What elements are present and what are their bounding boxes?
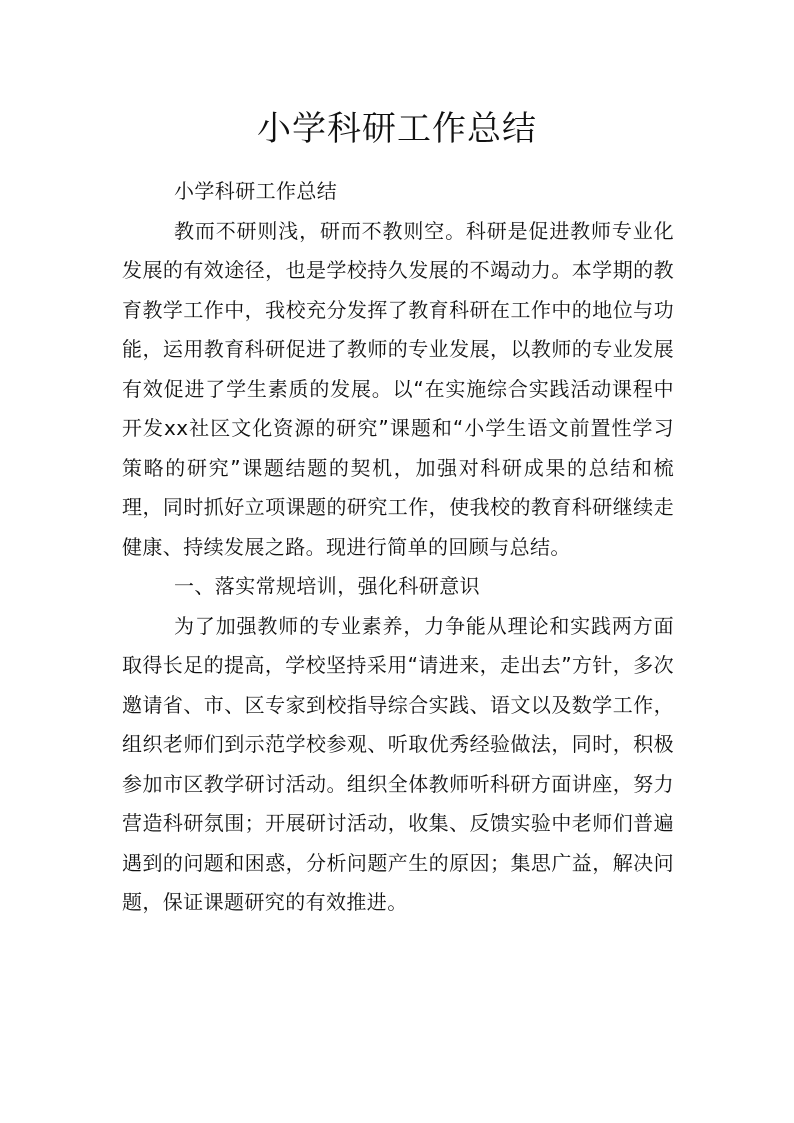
intro-paragraph: 教而不研则浅，研而不教则空。科研是促进教师专业化发展的有效途径，也是学校持久发展的不竭动力。本学期的教育教学工作中，我校充分发挥了教育科研在工作中的地位与功能，运用教育科研促进了教师的专业发展，以教师的专业发展有效促进了学生素质的发展。以“在实施综合实践活动课程中开发xx社区文化资源的研究”课题和“小学生语文前置性学习策略的研究”课题结题的契机，加强对科研成果的总结和梳理，同时抓好立项课题的研究工作，使我校的教育科研继续走健康、持续发展之路。现进行简单的回顾与总结。 bbox=[122, 218, 674, 559]
subtitle-paragraph: 小学科研工作总结 bbox=[174, 179, 338, 203]
section-heading: 一、落实常规培训，强化科研意识 bbox=[174, 574, 480, 598]
document-title: 小学科研工作总结 bbox=[257, 109, 537, 149]
document-body bbox=[122, 172, 674, 923]
section-paragraph: 为了加强教师的专业素养，力争能从理论和实践两方面取得长足的提高，学校坚持采用“请进来，走出去”方针，多次邀请省、市、区专家到校指导综合实践、语文以及数学工作，组织老师们到示范学校参观、听取优秀经验做法，同时，积极参加市区教学研讨活动。组织全体教师听科研方面讲座，努力营造科研氛围；开展研讨活动，收集、反馈实验中老师们普遍遇到的问题和困惑，分析问题产生的原因；集思广益，解决问题，保证课题研究的有效推进。 bbox=[122, 613, 674, 914]
